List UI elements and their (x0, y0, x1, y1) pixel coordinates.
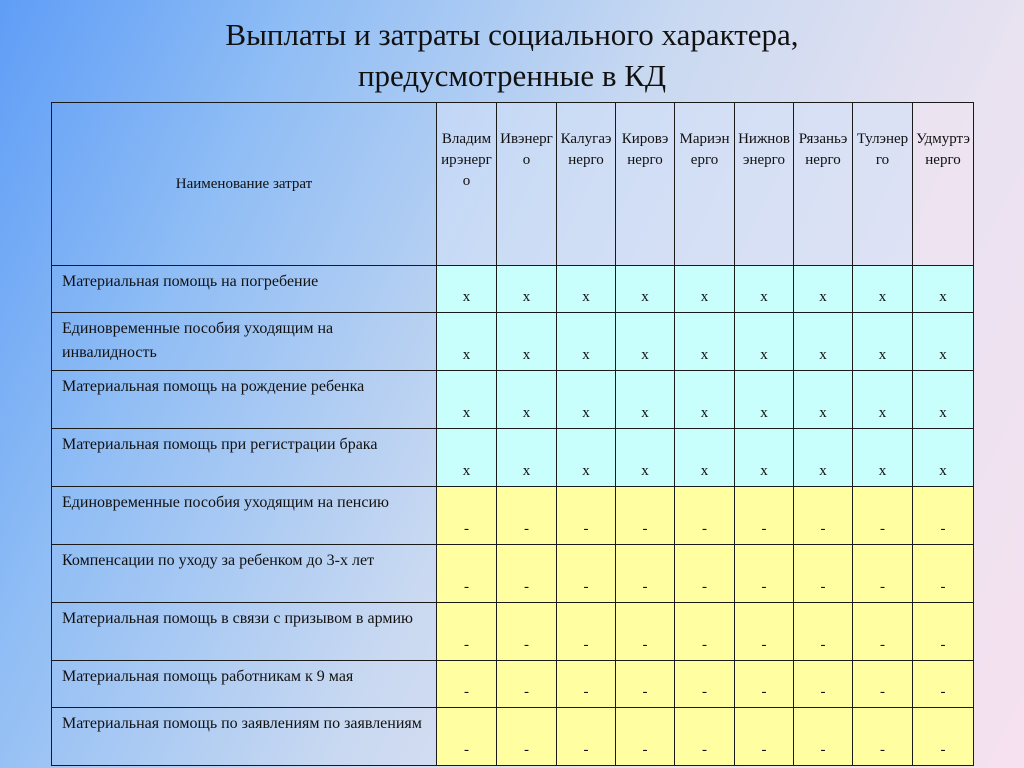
row-mark-cell: - (794, 661, 853, 708)
row-mark-cell: - (675, 545, 735, 603)
row-mark-cell: x (913, 266, 974, 313)
row-mark-cell: x (557, 266, 616, 313)
row-mark-cell: x (616, 429, 675, 487)
column-header-kalugaenergo: Калугаэнерго (557, 103, 616, 266)
row-cost-name: Материальная помощь в связи с призывом в армию (52, 603, 437, 661)
row-mark-cell: - (853, 661, 913, 708)
row-mark-cell: x (853, 266, 913, 313)
column-header-tulenergo: Тулэнерго (853, 103, 913, 266)
table-row (52, 603, 974, 661)
row-mark-cell: x (437, 266, 497, 313)
row-mark-cell: x (794, 266, 853, 313)
row-mark-cell: - (675, 661, 735, 708)
row-mark-cell: x (497, 429, 557, 487)
row-mark-cell: - (437, 603, 497, 661)
row-mark-cell: - (913, 545, 974, 603)
table-row (52, 661, 974, 708)
column-header-ryazanenergo: Рязаньэнерго (794, 103, 853, 266)
column-header-name: Наименование затрат (52, 103, 437, 266)
row-mark-cell: x (557, 429, 616, 487)
header-row (52, 103, 974, 266)
row-mark-cell: - (616, 487, 675, 545)
title-line-2: предусмотренные в КД (357, 58, 667, 93)
column-header-kirovenergo: Кировэнерго (616, 103, 675, 266)
column-header-marienergo: Мариэнерго (675, 103, 735, 266)
row-mark-cell: - (675, 487, 735, 545)
row-mark-cell: - (853, 487, 913, 545)
table-row (52, 313, 974, 371)
table-row (52, 371, 974, 429)
row-mark-cell: x (616, 313, 675, 371)
row-mark-cell: - (616, 545, 675, 603)
row-cost-name: Материальная помощь на рождение ребенка (52, 371, 437, 429)
row-mark-cell: x (497, 371, 557, 429)
row-mark-cell: - (497, 603, 557, 661)
row-mark-cell: - (853, 603, 913, 661)
row-cost-name: Материальная помощь на погребение (52, 266, 437, 313)
row-mark-cell: x (675, 371, 735, 429)
row-mark-cell: - (497, 487, 557, 545)
table-row (52, 708, 974, 766)
row-mark-cell: x (853, 313, 913, 371)
row-mark-cell: - (794, 545, 853, 603)
row-cost-name: Единовременные пособия уходящим на пенсию (52, 487, 437, 545)
row-mark-cell: x (675, 429, 735, 487)
row-mark-cell: x (853, 371, 913, 429)
row-mark-cell: - (497, 708, 557, 766)
row-mark-cell: - (437, 661, 497, 708)
row-mark-cell: - (557, 603, 616, 661)
row-mark-cell: - (437, 545, 497, 603)
row-cost-name: Материальная помощь по заявлениям по заявлениям (52, 708, 437, 766)
row-mark-cell: - (735, 708, 794, 766)
row-mark-cell: - (794, 487, 853, 545)
row-mark-cell: x (794, 371, 853, 429)
table-row (52, 545, 974, 603)
row-mark-cell: - (735, 661, 794, 708)
row-mark-cell: - (557, 545, 616, 603)
row-mark-cell: x (735, 429, 794, 487)
row-mark-cell: x (616, 266, 675, 313)
row-mark-cell: - (497, 545, 557, 603)
row-mark-cell: - (913, 661, 974, 708)
column-header-udmurtenergo: Удмуртэнерго (913, 103, 974, 266)
row-mark-cell: x (913, 429, 974, 487)
row-mark-cell: - (437, 487, 497, 545)
row-mark-cell: - (735, 603, 794, 661)
row-mark-cell: - (853, 545, 913, 603)
row-mark-cell: - (557, 708, 616, 766)
row-mark-cell: - (794, 603, 853, 661)
row-mark-cell: - (913, 708, 974, 766)
column-header-vladimirenergo: Владимирэнерго (437, 103, 497, 266)
table-body (52, 266, 974, 766)
costs-table (51, 102, 974, 766)
row-mark-cell: x (437, 313, 497, 371)
row-mark-cell: - (557, 487, 616, 545)
row-mark-cell: x (557, 371, 616, 429)
row-mark-cell: x (913, 371, 974, 429)
row-mark-cell: - (913, 603, 974, 661)
slide-title (0, 14, 1024, 96)
row-mark-cell: x (437, 371, 497, 429)
row-mark-cell: - (616, 661, 675, 708)
row-mark-cell: x (675, 266, 735, 313)
row-cost-name: Материальная помощь при регистрации брака (52, 429, 437, 487)
row-mark-cell: - (497, 661, 557, 708)
row-mark-cell: x (497, 313, 557, 371)
row-mark-cell: - (675, 708, 735, 766)
column-header-nizhnovenergo: Нижновэнерго (735, 103, 794, 266)
row-mark-cell: x (497, 266, 557, 313)
row-mark-cell: - (735, 487, 794, 545)
column-header-ivenergo: Ивэнерго (497, 103, 557, 266)
row-mark-cell: - (675, 603, 735, 661)
row-mark-cell: - (853, 708, 913, 766)
row-mark-cell: - (437, 708, 497, 766)
table-row (52, 429, 974, 487)
row-mark-cell: x (616, 371, 675, 429)
row-mark-cell: x (913, 313, 974, 371)
row-mark-cell: x (735, 313, 794, 371)
row-mark-cell: x (794, 313, 853, 371)
row-mark-cell: x (853, 429, 913, 487)
row-cost-name: Материальная помощь работникам к 9 мая (52, 661, 437, 708)
row-mark-cell: - (616, 603, 675, 661)
row-mark-cell: x (437, 429, 497, 487)
row-mark-cell: - (794, 708, 853, 766)
row-mark-cell: x (557, 313, 616, 371)
table-row (52, 266, 974, 313)
title-line-1: Выплаты и затраты социального характера, (225, 17, 799, 52)
row-mark-cell: - (735, 545, 794, 603)
row-cost-name: Единовременные пособия уходящим на инвалидность (52, 313, 437, 371)
row-cost-name: Компенсации по уходу за ребенком до 3-х лет (52, 545, 437, 603)
row-mark-cell: x (794, 429, 853, 487)
row-mark-cell: - (616, 708, 675, 766)
row-mark-cell: - (557, 661, 616, 708)
row-mark-cell: x (675, 313, 735, 371)
table-row (52, 487, 974, 545)
row-mark-cell: - (913, 487, 974, 545)
row-mark-cell: x (735, 266, 794, 313)
row-mark-cell: x (735, 371, 794, 429)
